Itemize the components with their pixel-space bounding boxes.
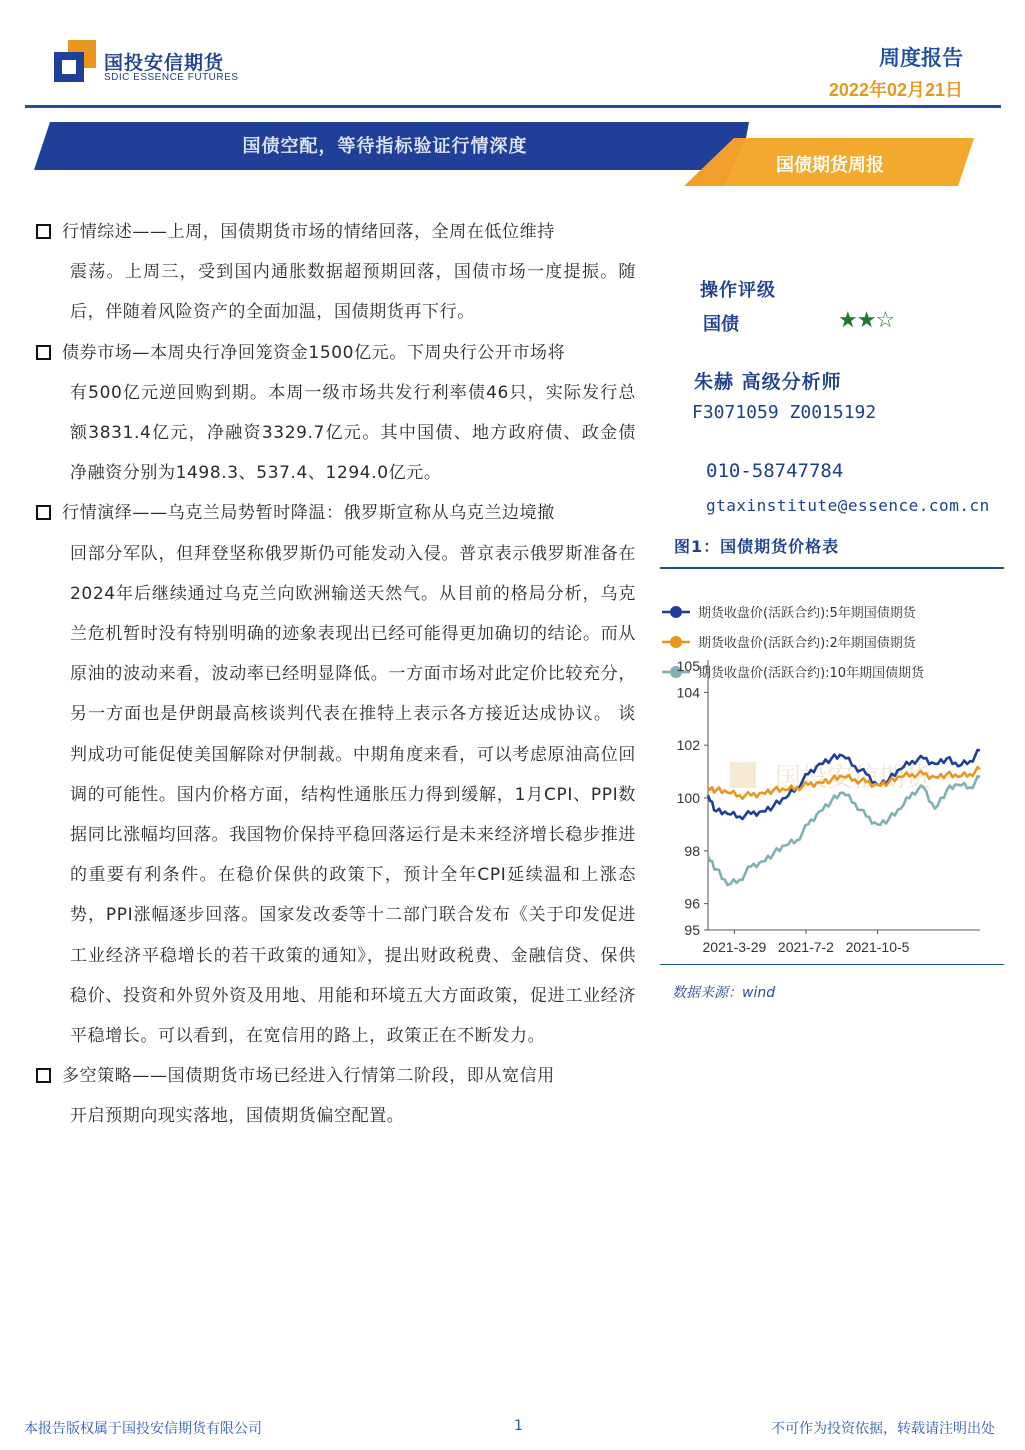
rating-heading: 操作评级 xyxy=(700,280,776,301)
legend-label: 期货收盘价(活跃合约):2年期国债期货 xyxy=(698,636,916,651)
y-tick-label: 96 xyxy=(684,895,700,912)
body-text xyxy=(36,212,636,1137)
paragraph-market-summary xyxy=(36,212,636,333)
paragraph-body: 有500亿元逆回购到期。本周一级市场共发行利率债46只，实际发行总额3831.4亿元，净融资3329.7亿元。其中国债、地方政府债、政金债净融资分别为1498.3、537.4、1294.0亿元。 xyxy=(70,382,636,484)
data-source: 数据来源：wind xyxy=(672,985,776,1001)
y-tick-label: 100 xyxy=(676,790,700,806)
x-tick-label: 2021-3-29 xyxy=(702,939,767,955)
bond-futures-price-chart xyxy=(660,590,1005,962)
y-tick-label: 104 xyxy=(676,684,700,701)
footer-disclaimer: 不可作为投资依据，转载请注明出处 xyxy=(771,1421,995,1437)
company-name-cn: 国投安信期货 xyxy=(104,52,225,74)
watermark-logo-icon xyxy=(730,762,756,788)
paragraph-body: 开启预期向现实落地，国债期货偏空配置。 xyxy=(70,1106,405,1127)
header-divider xyxy=(25,105,1001,108)
paragraph-first-line: 债券市场—本周央行净回笼资金1500亿元。下周央行公开市场将 xyxy=(62,342,566,363)
figure-bottom-rule xyxy=(660,964,1004,965)
rating-item: 国债 xyxy=(703,314,739,335)
x-tick-label: 2021-7-2 xyxy=(777,939,834,955)
bullet-square-icon xyxy=(36,505,51,520)
report-date: 2022年02月21日 xyxy=(828,80,963,100)
report-type: 周度报告 xyxy=(879,46,963,70)
contact-email: gtaxinstitute@essence.com.cn xyxy=(706,496,990,515)
report-series-tag: 国债期货周报 xyxy=(776,155,884,176)
paragraph-first-line: 多空策略——国债期货市场已经进入行情第二阶段，即从宽信用 xyxy=(62,1066,555,1087)
analyst-name: 朱赫 高级分析师 xyxy=(694,371,842,393)
legend-label: 期货收盘价(活跃合约):10年期国债期货 xyxy=(698,666,925,681)
legend-marker-icon xyxy=(670,636,682,648)
figure-top-rule xyxy=(660,567,1004,569)
bullet-square-icon xyxy=(36,224,51,239)
rating-stars-icon: ★★☆ xyxy=(838,308,895,333)
y-tick-label: 102 xyxy=(676,737,700,754)
report-title: 国债空配，等待指标验证行情深度 xyxy=(242,136,528,157)
company-logo-icon xyxy=(54,40,96,82)
chart-legend xyxy=(662,605,925,681)
legend-label: 期货收盘价(活跃合约):5年期国债期货 xyxy=(698,606,916,621)
x-tick-label: 2021-10-5 xyxy=(845,939,910,955)
paragraph-bond-market xyxy=(36,333,636,494)
page-number: 1 xyxy=(514,1418,523,1434)
paragraph-first-line: 行情演绎——乌克兰局势暂时降温：俄罗斯宣称从乌克兰边境撤 xyxy=(62,503,555,524)
contact-phone: 010-58747784 xyxy=(706,460,844,482)
paragraph-strategy xyxy=(36,1056,636,1136)
bullet-square-icon xyxy=(36,1068,51,1083)
footer-copyright: 本报告版权属于国投安信期货有限公司 xyxy=(24,1421,262,1437)
y-tick-label: 105 xyxy=(676,658,700,674)
chart-watermark: 国投安信期货 xyxy=(775,763,932,793)
company-name-en: SDIC ESSENCE FUTURES xyxy=(104,72,239,83)
y-tick-label: 98 xyxy=(684,842,700,859)
paragraph-body: 震荡。上周三，受到国内通胀数据超预期回落，国债市场一度提振。随后，伴随着风险资产的全面加温，国债期货再下行。 xyxy=(70,262,636,323)
paragraph-first-line: 行情综述——上周，国债期货市场的情绪回落，全周在低位维持 xyxy=(62,222,555,242)
y-tick-label: 95 xyxy=(684,922,700,938)
paragraph-market-evolution xyxy=(36,493,636,1056)
bullet-square-icon xyxy=(36,345,51,360)
paragraph-body: 回部分军队，但拜登坚称俄罗斯仍可能发动入侵。普京表示俄罗斯准备在2024年后继续通过乌克兰向欧洲输送天然气。从目前的格局分析，乌克兰危机暂时没有特别明确的迹象表现出已经可能得更加确切的结论。而从原油的波动来看，波动率已经明显降低。一方面市场对此定价比较充分，另一方面也是伊朗最高核谈判代表在推特上表示各方接近达成协议。 谈判成功可能促使美国解除对伊制裁。中期角度来看，可以考虑原油高位回调的可能性。国内价格方面，结构性通胀压力得到缓解，1月CPI、PPI数据同比涨幅均回落。我国物价保持平稳回落运行是未来经济增长稳步推进的重要有利条件。在稳价保供的政策下，预计全年CPI延续温和上涨态势，PPI涨幅逐步回落。国家发改委等十二部门联合发布《关于印发促进工业经济平稳增长的若干政策的通知》，提出财政税费、金融信贷、保供稳价、投资和外贸外资及用地、用能和环境五大方面政策，促进工业经济平稳增长。可以看到，在宽信用的路上，政策正在不断发力。 xyxy=(70,543,636,1047)
legend-marker-icon xyxy=(670,606,682,618)
figure-title: 图1：国债期货价格表 xyxy=(674,537,840,556)
analyst-cert: F3071059 Z0015192 xyxy=(692,402,877,423)
